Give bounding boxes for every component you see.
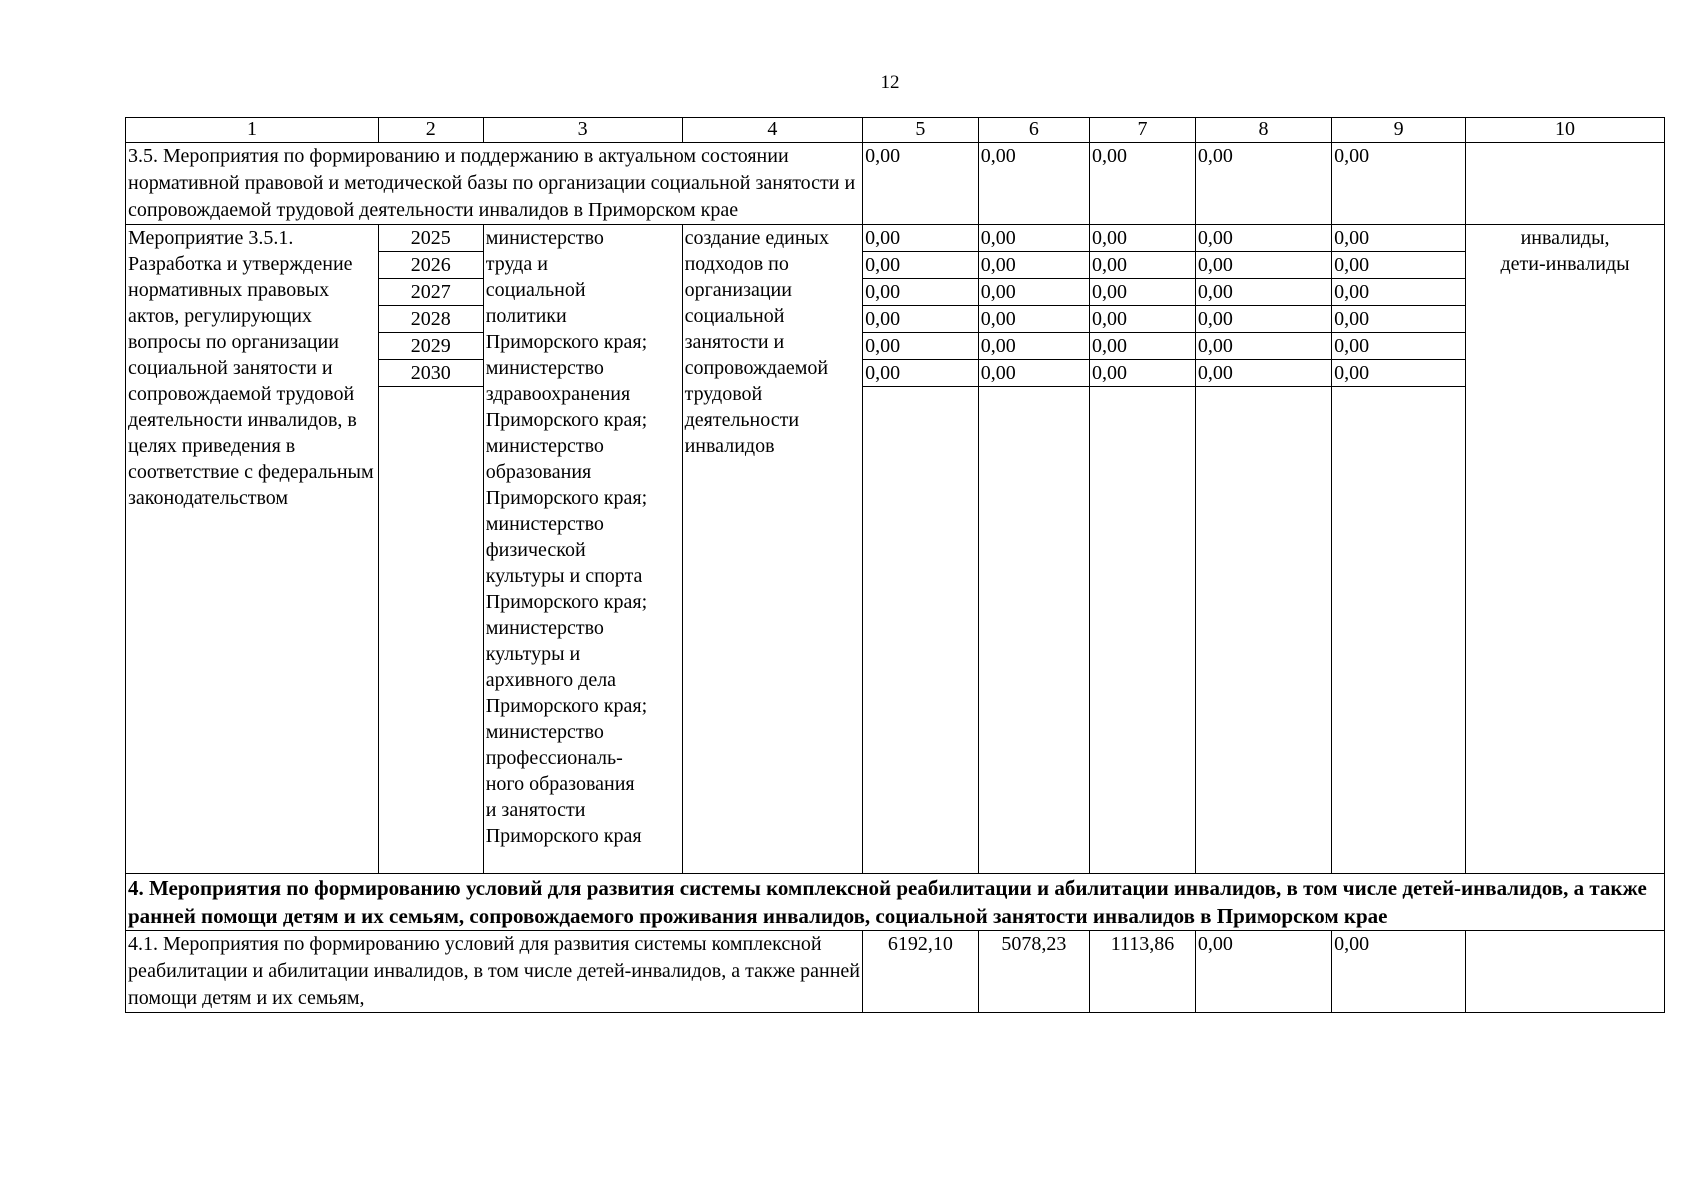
value-cell: 0,00 (1195, 333, 1331, 360)
column-header: 3 (483, 118, 682, 143)
value-cell: 0,00 (1195, 279, 1331, 306)
value-cell: 0,00 (1195, 143, 1331, 225)
value-cell: 0,00 (1195, 360, 1331, 387)
value-cell: 0,00 (978, 143, 1089, 225)
column-header: 8 (1195, 118, 1331, 143)
column-header: 1 (126, 118, 379, 143)
value-cell: 0,00 (1090, 333, 1196, 360)
column-header: 5 (863, 118, 979, 143)
year-cell: 2026 (378, 252, 483, 279)
value-cell: 0,00 (1332, 143, 1466, 225)
value-cell: 0,00 (978, 333, 1089, 360)
value-cell: 0,00 (1332, 931, 1466, 1013)
value-cell: 0,00 (1332, 225, 1466, 252)
value-cell: 1113,86 (1090, 931, 1196, 1013)
value-cell: 0,00 (1195, 931, 1331, 1013)
value-cell: 0,00 (978, 306, 1089, 333)
value-cell: 5078,23 (978, 931, 1089, 1013)
value-cell: 0,00 (1332, 279, 1466, 306)
item-4-1-title: 4.1. Мероприятия по формированию условий для развития системы комплексной реабилитации и абилитации инвалидов, в том числе детей-инвалидов, а также ранней помощи детям и их семьям, (126, 931, 863, 1013)
item-3-5-title: 3.5. Мероприятия по формированию и поддержанию в актуальном состоянии нормативной правовой и методической базы по организации социальной занятости и сопровождаемой трудовой деятельности инвалидов в Приморском крае (126, 143, 863, 225)
column-header: 6 (978, 118, 1089, 143)
value-cell: 0,00 (1090, 306, 1196, 333)
target-cell (1466, 143, 1665, 225)
measure-3-5-1-name: Мероприятие 3.5.1. Разработка и утверждение нормативных правовых актов, регулирующих вопросы по организации социальной занятости и сопровождаемой трудовой деятельности инвалидов, в целях приведения в соответствие с федеральным законодательством (126, 225, 379, 874)
value-cell: 0,00 (863, 306, 979, 333)
result-cell: создание единых подходов по организации социальной занятости и сопровождаемой трудовой деятельности инвалидов (682, 225, 862, 874)
value-cell: 0,00 (978, 225, 1089, 252)
value-cell: 0,00 (1195, 225, 1331, 252)
value-cell: 6192,10 (863, 931, 979, 1013)
program-table (125, 117, 1665, 1013)
year-cell: 2028 (378, 306, 483, 333)
year-cell: 2025 (378, 225, 483, 252)
section-4-title: 4. Мероприятия по формированию условий для развития системы комплексной реабилитации и абилитации инвалидов, в том числе детей-инвалидов, а также ранней помощи детям и их семьям, сопровождаемого проживания инвалидов, социальной занятости инвалидов в Приморском крае (126, 874, 1665, 931)
target-group-cell: инвалиды, дети-инвалиды (1466, 225, 1665, 874)
value-cell: 0,00 (1090, 279, 1196, 306)
value-cell: 0,00 (1090, 143, 1196, 225)
value-cell: 0,00 (1090, 225, 1196, 252)
year-cell: 2027 (378, 279, 483, 306)
value-cell: 0,00 (1090, 252, 1196, 279)
target-cell (1466, 931, 1665, 1013)
value-cell: 0,00 (1195, 306, 1331, 333)
value-cell: 0,00 (1090, 360, 1196, 387)
value-cell: 0,00 (1332, 306, 1466, 333)
page-number: 12 (880, 72, 900, 93)
value-cell: 0,00 (863, 333, 979, 360)
value-cell: 0,00 (1332, 252, 1466, 279)
value-cell: 0,00 (1332, 333, 1466, 360)
value-cell: 0,00 (978, 252, 1089, 279)
column-header: 9 (1332, 118, 1466, 143)
column-numbers-row (126, 118, 1665, 143)
year-row (126, 225, 1665, 252)
item-4-1-row (126, 931, 1665, 1013)
column-header: 7 (1090, 118, 1196, 143)
column-header: 10 (1466, 118, 1665, 143)
section-4-row (126, 874, 1665, 931)
item-3-5-row (126, 143, 1665, 225)
value-cell: 0,00 (978, 279, 1089, 306)
year-cell: 2030 (378, 360, 483, 387)
value-cell: 0,00 (863, 252, 979, 279)
executors-cell: министерство труда и социальной политики Приморского края; министерство здравоохранения Приморского края; министерство образования Приморского края; министерство физической культуры и спорта Приморского края; министерство культуры и архивного дела Приморского края; министерство профессиональ- ного образования и занятости Приморского края (483, 225, 682, 874)
value-cell: 0,00 (863, 360, 979, 387)
value-cell: 0,00 (863, 143, 979, 225)
value-cell: 0,00 (978, 360, 1089, 387)
year-cell: 2029 (378, 333, 483, 360)
value-cell: 0,00 (1195, 252, 1331, 279)
value-cell: 0,00 (863, 279, 979, 306)
column-header: 2 (378, 118, 483, 143)
value-cell: 0,00 (863, 225, 979, 252)
column-header: 4 (682, 118, 862, 143)
value-cell: 0,00 (1332, 360, 1466, 387)
